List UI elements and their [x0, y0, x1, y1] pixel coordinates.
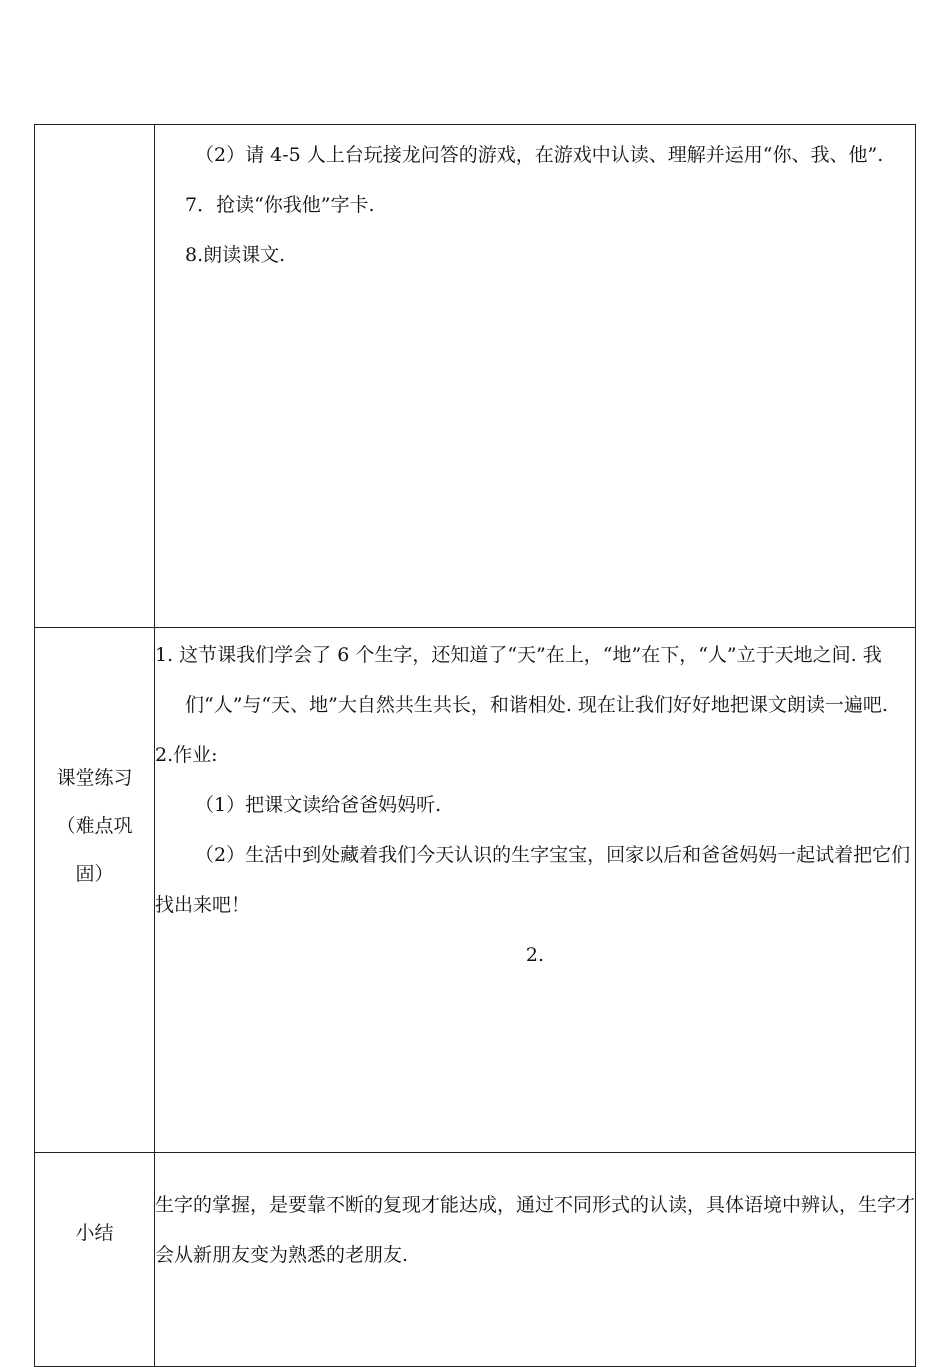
practice-row: [35, 628, 916, 1153]
activity-line-card: 7．抢读“你我他”字卡.: [185, 194, 375, 216]
page-marker: 2.: [525, 944, 545, 966]
activity-line-game: （2）请 4-5 人上台玩接龙问答的游戏，在游戏中认读、理解并运用“你、我、他”.: [195, 144, 884, 166]
practice-item-1: 1. 这节课我们学会了 6 个生字，还知道了“天”在上，“地”在下，“人”立于天地之间. 我们“人”与“天、地”大自然共生共长，和谐相处. 现在让我们好好地把课文朗读一遍吧.: [155, 644, 888, 716]
lesson-table: [34, 124, 916, 1367]
activity-content-cell: [155, 125, 916, 628]
practice-label-cell: [35, 628, 155, 1153]
practice-label-line2: （难点巩: [56, 815, 133, 837]
activity-label-cell: [35, 125, 155, 628]
summary-text: 生字的掌握，是要靠不断的复现才能达成，通过不同形式的认读，具体语境中辨认，生字才会从新朋友变为熟悉的老朋友.: [155, 1194, 916, 1266]
practice-label-line1: 课堂练习: [56, 767, 133, 789]
activity-row: [35, 125, 916, 628]
summary-row: [35, 1153, 916, 1367]
activity-line-read: 8.朗读课文.: [185, 244, 286, 266]
summary-content-cell: [155, 1153, 916, 1367]
summary-label: 小结: [75, 1222, 114, 1244]
homework-sub-1: （1）把课文读给爸爸妈妈听.: [195, 794, 442, 816]
practice-label-line3: 固）: [75, 863, 114, 885]
summary-label-cell: [35, 1153, 155, 1367]
practice-content-cell: [155, 628, 916, 1153]
homework-sub-2: （2）生活中到处藏着我们今天认识的生字宝宝，回家以后和爸爸妈妈一起试着把它们找出来吧！: [155, 844, 911, 916]
practice-item-2: 2.作业:: [155, 744, 218, 766]
